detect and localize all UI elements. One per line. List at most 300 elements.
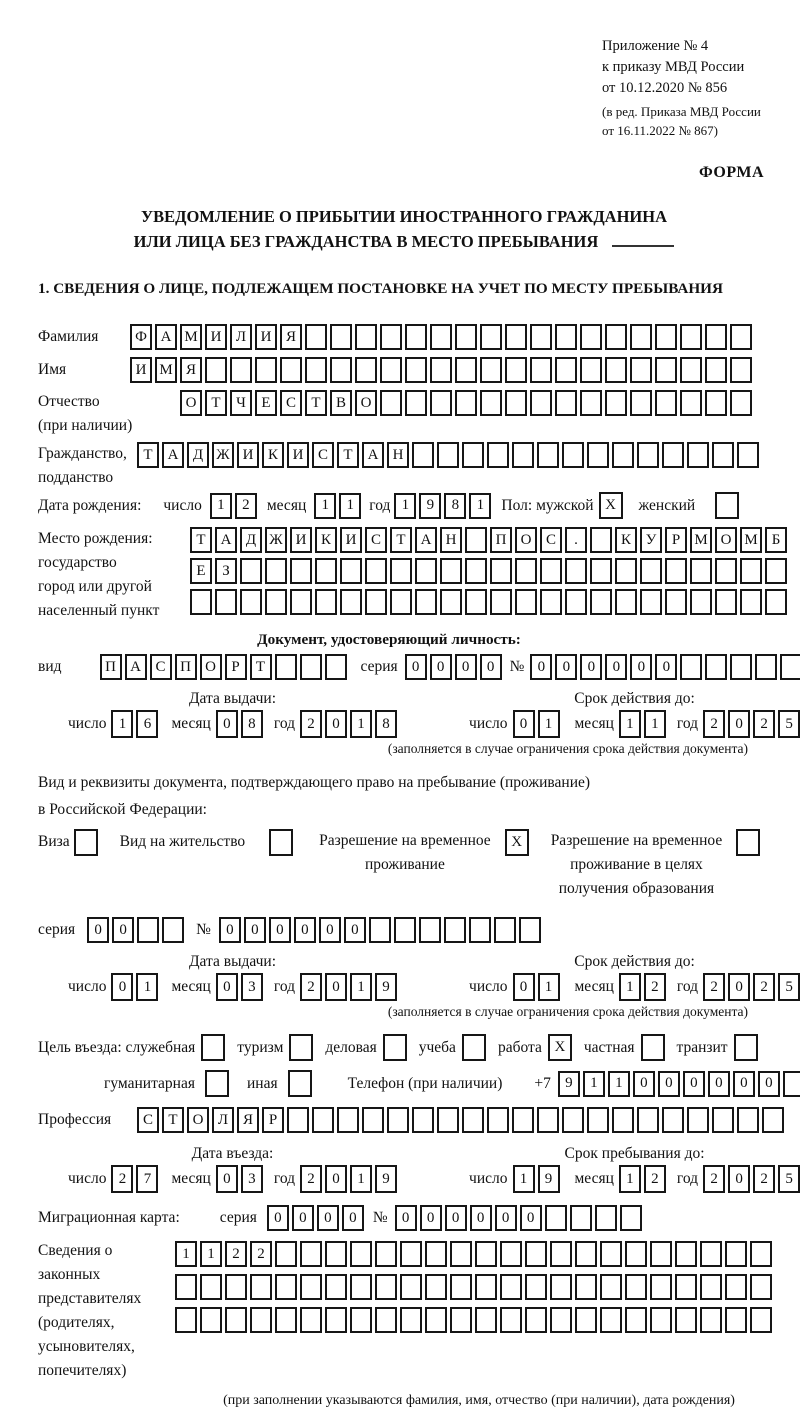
checkbox-female[interactable] <box>715 492 739 519</box>
char-box[interactable] <box>430 390 452 416</box>
char-box[interactable] <box>712 442 734 468</box>
char-box[interactable] <box>275 1241 297 1267</box>
char-box[interactable]: 0 <box>520 1205 542 1231</box>
char-box[interactable]: Д <box>240 527 262 553</box>
char-box[interactable] <box>250 1307 272 1333</box>
char-box[interactable] <box>175 1274 197 1300</box>
char-box[interactable] <box>530 357 552 383</box>
char-box[interactable] <box>530 390 552 416</box>
char-box[interactable] <box>575 1241 597 1267</box>
char-box[interactable] <box>620 1205 642 1231</box>
char-box[interactable]: Т <box>190 527 212 553</box>
char-box[interactable] <box>505 324 527 350</box>
char-box[interactable]: 0 <box>405 654 427 680</box>
char-box[interactable]: 1 <box>644 710 666 738</box>
char-box[interactable] <box>783 1071 800 1097</box>
char-box[interactable]: 5 <box>778 973 800 1001</box>
char-box[interactable] <box>715 589 737 615</box>
char-box[interactable] <box>740 589 762 615</box>
char-box[interactable] <box>440 589 462 615</box>
checkbox-temp-permit[interactable]: X <box>505 829 529 856</box>
char-box[interactable] <box>350 1307 372 1333</box>
char-box[interactable] <box>525 1274 547 1300</box>
char-box[interactable] <box>437 1107 459 1133</box>
char-box[interactable] <box>705 390 727 416</box>
char-box[interactable] <box>450 1307 472 1333</box>
char-box[interactable] <box>590 589 612 615</box>
checkbox-private[interactable] <box>641 1034 665 1061</box>
checkbox-business[interactable] <box>383 1034 407 1061</box>
char-box[interactable]: 1 <box>608 1071 630 1097</box>
char-box[interactable] <box>380 357 402 383</box>
char-box[interactable] <box>369 917 391 943</box>
char-box[interactable] <box>705 654 727 680</box>
char-box[interactable] <box>275 654 297 680</box>
char-box[interactable] <box>655 390 677 416</box>
char-box[interactable] <box>662 442 684 468</box>
char-box[interactable] <box>630 390 652 416</box>
char-box[interactable]: А <box>215 527 237 553</box>
char-box[interactable]: И <box>130 357 152 383</box>
char-box[interactable] <box>565 558 587 584</box>
char-box[interactable] <box>162 917 184 943</box>
char-box[interactable]: О <box>200 654 222 680</box>
char-box[interactable] <box>680 390 702 416</box>
char-box[interactable]: 0 <box>733 1071 755 1097</box>
char-box[interactable]: С <box>280 390 302 416</box>
char-box[interactable] <box>200 1274 222 1300</box>
char-box[interactable]: Т <box>390 527 412 553</box>
char-box[interactable] <box>650 1241 672 1267</box>
char-box[interactable]: 0 <box>708 1071 730 1097</box>
char-box[interactable] <box>750 1274 772 1300</box>
char-box[interactable]: 7 <box>136 1165 158 1193</box>
char-box[interactable]: 9 <box>538 1165 560 1193</box>
char-box[interactable] <box>740 558 762 584</box>
char-box[interactable] <box>555 357 577 383</box>
char-box[interactable]: И <box>255 324 277 350</box>
char-box[interactable]: 2 <box>111 1165 133 1193</box>
char-box[interactable] <box>494 917 516 943</box>
char-box[interactable] <box>200 1307 222 1333</box>
char-box[interactable] <box>570 1205 592 1231</box>
char-box[interactable]: 0 <box>728 1165 750 1193</box>
char-box[interactable]: 0 <box>470 1205 492 1231</box>
char-box[interactable] <box>625 1274 647 1300</box>
char-box[interactable]: 0 <box>112 917 134 943</box>
char-box[interactable]: 1 <box>175 1241 197 1267</box>
char-box[interactable] <box>300 1307 322 1333</box>
char-box[interactable]: 0 <box>244 917 266 943</box>
char-box[interactable]: 1 <box>314 493 336 519</box>
char-box[interactable] <box>380 324 402 350</box>
char-box[interactable] <box>655 324 677 350</box>
char-box[interactable] <box>590 558 612 584</box>
char-box[interactable]: 0 <box>292 1205 314 1231</box>
char-box[interactable] <box>500 1307 522 1333</box>
char-box[interactable] <box>475 1274 497 1300</box>
checkbox-male[interactable]: X <box>599 492 623 519</box>
char-box[interactable] <box>412 1107 434 1133</box>
char-box[interactable] <box>665 589 687 615</box>
char-box[interactable]: К <box>262 442 284 468</box>
char-box[interactable] <box>630 324 652 350</box>
char-box[interactable]: 0 <box>342 1205 364 1231</box>
char-box[interactable]: 0 <box>580 654 602 680</box>
char-box[interactable]: О <box>515 527 537 553</box>
char-box[interactable]: 1 <box>538 973 560 1001</box>
char-box[interactable] <box>650 1274 672 1300</box>
char-box[interactable]: 0 <box>530 654 552 680</box>
char-box[interactable]: 0 <box>455 654 477 680</box>
char-box[interactable] <box>400 1274 422 1300</box>
char-box[interactable]: П <box>175 654 197 680</box>
char-box[interactable] <box>255 357 277 383</box>
char-box[interactable] <box>405 390 427 416</box>
char-box[interactable] <box>325 1241 347 1267</box>
char-box[interactable] <box>400 1307 422 1333</box>
char-box[interactable]: Б <box>765 527 787 553</box>
char-box[interactable]: П <box>490 527 512 553</box>
char-box[interactable] <box>405 357 427 383</box>
char-box[interactable]: 0 <box>87 917 109 943</box>
char-box[interactable] <box>655 357 677 383</box>
char-box[interactable]: 0 <box>630 654 652 680</box>
char-box[interactable] <box>325 1274 347 1300</box>
char-box[interactable]: 2 <box>225 1241 247 1267</box>
char-box[interactable]: 5 <box>778 1165 800 1193</box>
char-box[interactable] <box>637 1107 659 1133</box>
char-box[interactable] <box>725 1274 747 1300</box>
char-box[interactable] <box>500 1274 522 1300</box>
char-box[interactable] <box>137 917 159 943</box>
char-box[interactable] <box>687 1107 709 1133</box>
char-box[interactable] <box>595 1205 617 1231</box>
char-box[interactable]: 0 <box>513 710 535 738</box>
char-box[interactable]: О <box>180 390 202 416</box>
char-box[interactable]: 1 <box>339 493 361 519</box>
char-box[interactable]: Я <box>180 357 202 383</box>
char-box[interactable] <box>750 1307 772 1333</box>
char-box[interactable] <box>444 917 466 943</box>
char-box[interactable] <box>475 1241 497 1267</box>
char-box[interactable]: 0 <box>445 1205 467 1231</box>
char-box[interactable] <box>512 442 534 468</box>
char-box[interactable] <box>750 1241 772 1267</box>
char-box[interactable]: Р <box>665 527 687 553</box>
char-box[interactable]: С <box>540 527 562 553</box>
char-box[interactable] <box>300 1274 322 1300</box>
char-box[interactable] <box>605 390 627 416</box>
char-box[interactable]: А <box>162 442 184 468</box>
char-box[interactable] <box>480 390 502 416</box>
char-box[interactable]: 1 <box>111 710 133 738</box>
char-box[interactable]: 0 <box>219 917 241 943</box>
char-box[interactable] <box>394 917 416 943</box>
char-box[interactable] <box>612 442 634 468</box>
char-box[interactable] <box>580 357 602 383</box>
char-box[interactable]: 0 <box>758 1071 780 1097</box>
char-box[interactable]: 1 <box>350 710 372 738</box>
char-box[interactable]: Е <box>255 390 277 416</box>
char-box[interactable]: 8 <box>375 710 397 738</box>
char-box[interactable] <box>625 1307 647 1333</box>
char-box[interactable] <box>405 324 427 350</box>
char-box[interactable]: 1 <box>469 493 491 519</box>
char-box[interactable] <box>650 1307 672 1333</box>
char-box[interactable] <box>350 1241 372 1267</box>
char-box[interactable]: 2 <box>644 1165 666 1193</box>
char-box[interactable] <box>565 589 587 615</box>
char-box[interactable]: 2 <box>250 1241 272 1267</box>
char-box[interactable] <box>340 589 362 615</box>
char-box[interactable]: . <box>565 527 587 553</box>
char-box[interactable]: 0 <box>317 1205 339 1231</box>
char-box[interactable]: Л <box>230 324 252 350</box>
char-box[interactable] <box>630 357 652 383</box>
char-box[interactable] <box>437 442 459 468</box>
char-box[interactable] <box>240 589 262 615</box>
char-box[interactable] <box>365 558 387 584</box>
char-box[interactable]: Р <box>225 654 247 680</box>
char-box[interactable]: 0 <box>216 973 238 1001</box>
char-box[interactable] <box>500 1241 522 1267</box>
char-box[interactable]: В <box>330 390 352 416</box>
char-box[interactable]: У <box>640 527 662 553</box>
char-box[interactable]: 2 <box>753 710 775 738</box>
char-box[interactable]: 0 <box>430 654 452 680</box>
char-box[interactable]: 2 <box>300 973 322 1001</box>
char-box[interactable]: 0 <box>344 917 366 943</box>
char-box[interactable]: Р <box>262 1107 284 1133</box>
char-box[interactable]: А <box>362 442 384 468</box>
char-box[interactable]: 2 <box>703 1165 725 1193</box>
checkbox-tourism[interactable] <box>289 1034 313 1061</box>
char-box[interactable]: 1 <box>583 1071 605 1097</box>
char-box[interactable] <box>612 1107 634 1133</box>
char-box[interactable] <box>765 589 787 615</box>
char-box[interactable] <box>665 558 687 584</box>
char-box[interactable]: 0 <box>325 1165 347 1193</box>
char-box[interactable] <box>305 324 327 350</box>
char-box[interactable]: 1 <box>513 1165 535 1193</box>
char-box[interactable] <box>275 1274 297 1300</box>
checkbox-study[interactable] <box>462 1034 486 1061</box>
char-box[interactable]: 0 <box>216 1165 238 1193</box>
char-box[interactable]: 0 <box>658 1071 680 1097</box>
char-box[interactable] <box>475 1307 497 1333</box>
char-box[interactable] <box>480 324 502 350</box>
char-box[interactable]: 0 <box>655 654 677 680</box>
char-box[interactable] <box>419 917 441 943</box>
char-box[interactable] <box>690 558 712 584</box>
char-box[interactable] <box>675 1307 697 1333</box>
char-box[interactable]: 1 <box>210 493 232 519</box>
char-box[interactable] <box>380 390 402 416</box>
char-box[interactable] <box>300 654 322 680</box>
char-box[interactable] <box>469 917 491 943</box>
char-box[interactable] <box>755 654 777 680</box>
char-box[interactable] <box>537 442 559 468</box>
char-box[interactable] <box>355 357 377 383</box>
char-box[interactable] <box>340 558 362 584</box>
char-box[interactable] <box>490 558 512 584</box>
char-box[interactable] <box>362 1107 384 1133</box>
char-box[interactable] <box>705 324 727 350</box>
char-box[interactable] <box>730 357 752 383</box>
char-box[interactable]: 0 <box>325 710 347 738</box>
char-box[interactable]: Т <box>305 390 327 416</box>
char-box[interactable] <box>450 1241 472 1267</box>
char-box[interactable]: 1 <box>350 973 372 1001</box>
char-box[interactable] <box>730 390 752 416</box>
char-box[interactable]: 2 <box>300 1165 322 1193</box>
char-box[interactable] <box>425 1307 447 1333</box>
char-box[interactable] <box>205 357 227 383</box>
char-box[interactable] <box>662 1107 684 1133</box>
char-box[interactable] <box>375 1241 397 1267</box>
char-box[interactable]: И <box>290 527 312 553</box>
char-box[interactable]: 2 <box>753 1165 775 1193</box>
char-box[interactable]: 0 <box>395 1205 417 1231</box>
char-box[interactable] <box>265 558 287 584</box>
char-box[interactable]: 0 <box>111 973 133 1001</box>
char-box[interactable]: С <box>312 442 334 468</box>
char-box[interactable] <box>315 589 337 615</box>
checkbox-official[interactable] <box>201 1034 225 1061</box>
char-box[interactable]: 2 <box>703 710 725 738</box>
char-box[interactable]: О <box>355 390 377 416</box>
char-box[interactable] <box>519 917 541 943</box>
checkbox-other[interactable] <box>288 1070 312 1097</box>
char-box[interactable]: 2 <box>300 710 322 738</box>
char-box[interactable]: 1 <box>619 973 641 1001</box>
char-box[interactable] <box>400 1241 422 1267</box>
char-box[interactable] <box>455 324 477 350</box>
char-box[interactable]: 1 <box>619 1165 641 1193</box>
char-box[interactable] <box>712 1107 734 1133</box>
char-box[interactable] <box>730 654 752 680</box>
char-box[interactable]: 0 <box>513 973 535 1001</box>
char-box[interactable] <box>680 324 702 350</box>
char-box[interactable] <box>480 357 502 383</box>
char-box[interactable]: П <box>100 654 122 680</box>
char-box[interactable] <box>562 442 584 468</box>
char-box[interactable] <box>505 390 527 416</box>
char-box[interactable] <box>175 1307 197 1333</box>
char-box[interactable] <box>290 589 312 615</box>
char-box[interactable]: 3 <box>241 1165 263 1193</box>
char-box[interactable]: 0 <box>728 973 750 1001</box>
char-box[interactable]: 1 <box>619 710 641 738</box>
char-box[interactable]: 0 <box>216 710 238 738</box>
checkbox-edu-permit[interactable] <box>736 829 760 856</box>
char-box[interactable] <box>765 558 787 584</box>
char-box[interactable] <box>455 390 477 416</box>
char-box[interactable] <box>240 558 262 584</box>
char-box[interactable] <box>465 527 487 553</box>
char-box[interactable]: Ж <box>212 442 234 468</box>
char-box[interactable] <box>415 558 437 584</box>
char-box[interactable]: 0 <box>325 973 347 1001</box>
checkbox-work[interactable]: X <box>548 1034 572 1061</box>
char-box[interactable] <box>280 357 302 383</box>
char-box[interactable]: 9 <box>419 493 441 519</box>
char-box[interactable] <box>412 442 434 468</box>
char-box[interactable]: А <box>415 527 437 553</box>
char-box[interactable]: Т <box>337 442 359 468</box>
char-box[interactable] <box>525 1307 547 1333</box>
char-box[interactable] <box>600 1274 622 1300</box>
char-box[interactable]: О <box>715 527 737 553</box>
char-box[interactable]: 0 <box>294 917 316 943</box>
char-box[interactable] <box>730 324 752 350</box>
char-box[interactable] <box>545 1205 567 1231</box>
char-box[interactable] <box>725 1241 747 1267</box>
char-box[interactable]: Ж <box>265 527 287 553</box>
char-box[interactable] <box>325 1307 347 1333</box>
char-box[interactable] <box>687 442 709 468</box>
char-box[interactable] <box>555 324 577 350</box>
char-box[interactable] <box>540 558 562 584</box>
char-box[interactable] <box>325 654 347 680</box>
char-box[interactable] <box>640 589 662 615</box>
checkbox-transit[interactable] <box>734 1034 758 1061</box>
char-box[interactable] <box>487 442 509 468</box>
char-box[interactable]: Ф <box>130 324 152 350</box>
char-box[interactable]: Т <box>205 390 227 416</box>
char-box[interactable]: 5 <box>778 710 800 738</box>
char-box[interactable] <box>440 558 462 584</box>
char-box[interactable] <box>225 1307 247 1333</box>
char-box[interactable] <box>462 442 484 468</box>
char-box[interactable] <box>415 589 437 615</box>
char-box[interactable] <box>465 589 487 615</box>
char-box[interactable]: С <box>365 527 387 553</box>
char-box[interactable]: С <box>150 654 172 680</box>
char-box[interactable]: М <box>690 527 712 553</box>
char-box[interactable]: 9 <box>375 973 397 1001</box>
char-box[interactable] <box>490 589 512 615</box>
char-box[interactable] <box>540 589 562 615</box>
char-box[interactable]: О <box>187 1107 209 1133</box>
char-box[interactable]: Т <box>137 442 159 468</box>
char-box[interactable] <box>375 1274 397 1300</box>
char-box[interactable]: 0 <box>480 654 502 680</box>
char-box[interactable]: 2 <box>235 493 257 519</box>
char-box[interactable] <box>315 558 337 584</box>
char-box[interactable] <box>390 558 412 584</box>
char-box[interactable]: 2 <box>644 973 666 1001</box>
char-box[interactable]: 1 <box>200 1241 222 1267</box>
char-box[interactable]: 8 <box>241 710 263 738</box>
char-box[interactable] <box>425 1274 447 1300</box>
char-box[interactable]: 0 <box>605 654 627 680</box>
char-box[interactable] <box>715 558 737 584</box>
char-box[interactable] <box>250 1274 272 1300</box>
char-box[interactable]: 0 <box>269 917 291 943</box>
char-box[interactable] <box>505 357 527 383</box>
char-box[interactable]: Е <box>190 558 212 584</box>
char-box[interactable]: 2 <box>703 973 725 1001</box>
char-box[interactable]: И <box>340 527 362 553</box>
char-box[interactable]: Т <box>250 654 272 680</box>
char-box[interactable] <box>700 1241 722 1267</box>
char-box[interactable] <box>430 324 452 350</box>
char-box[interactable]: 0 <box>728 710 750 738</box>
char-box[interactable]: М <box>155 357 177 383</box>
char-box[interactable]: К <box>615 527 637 553</box>
